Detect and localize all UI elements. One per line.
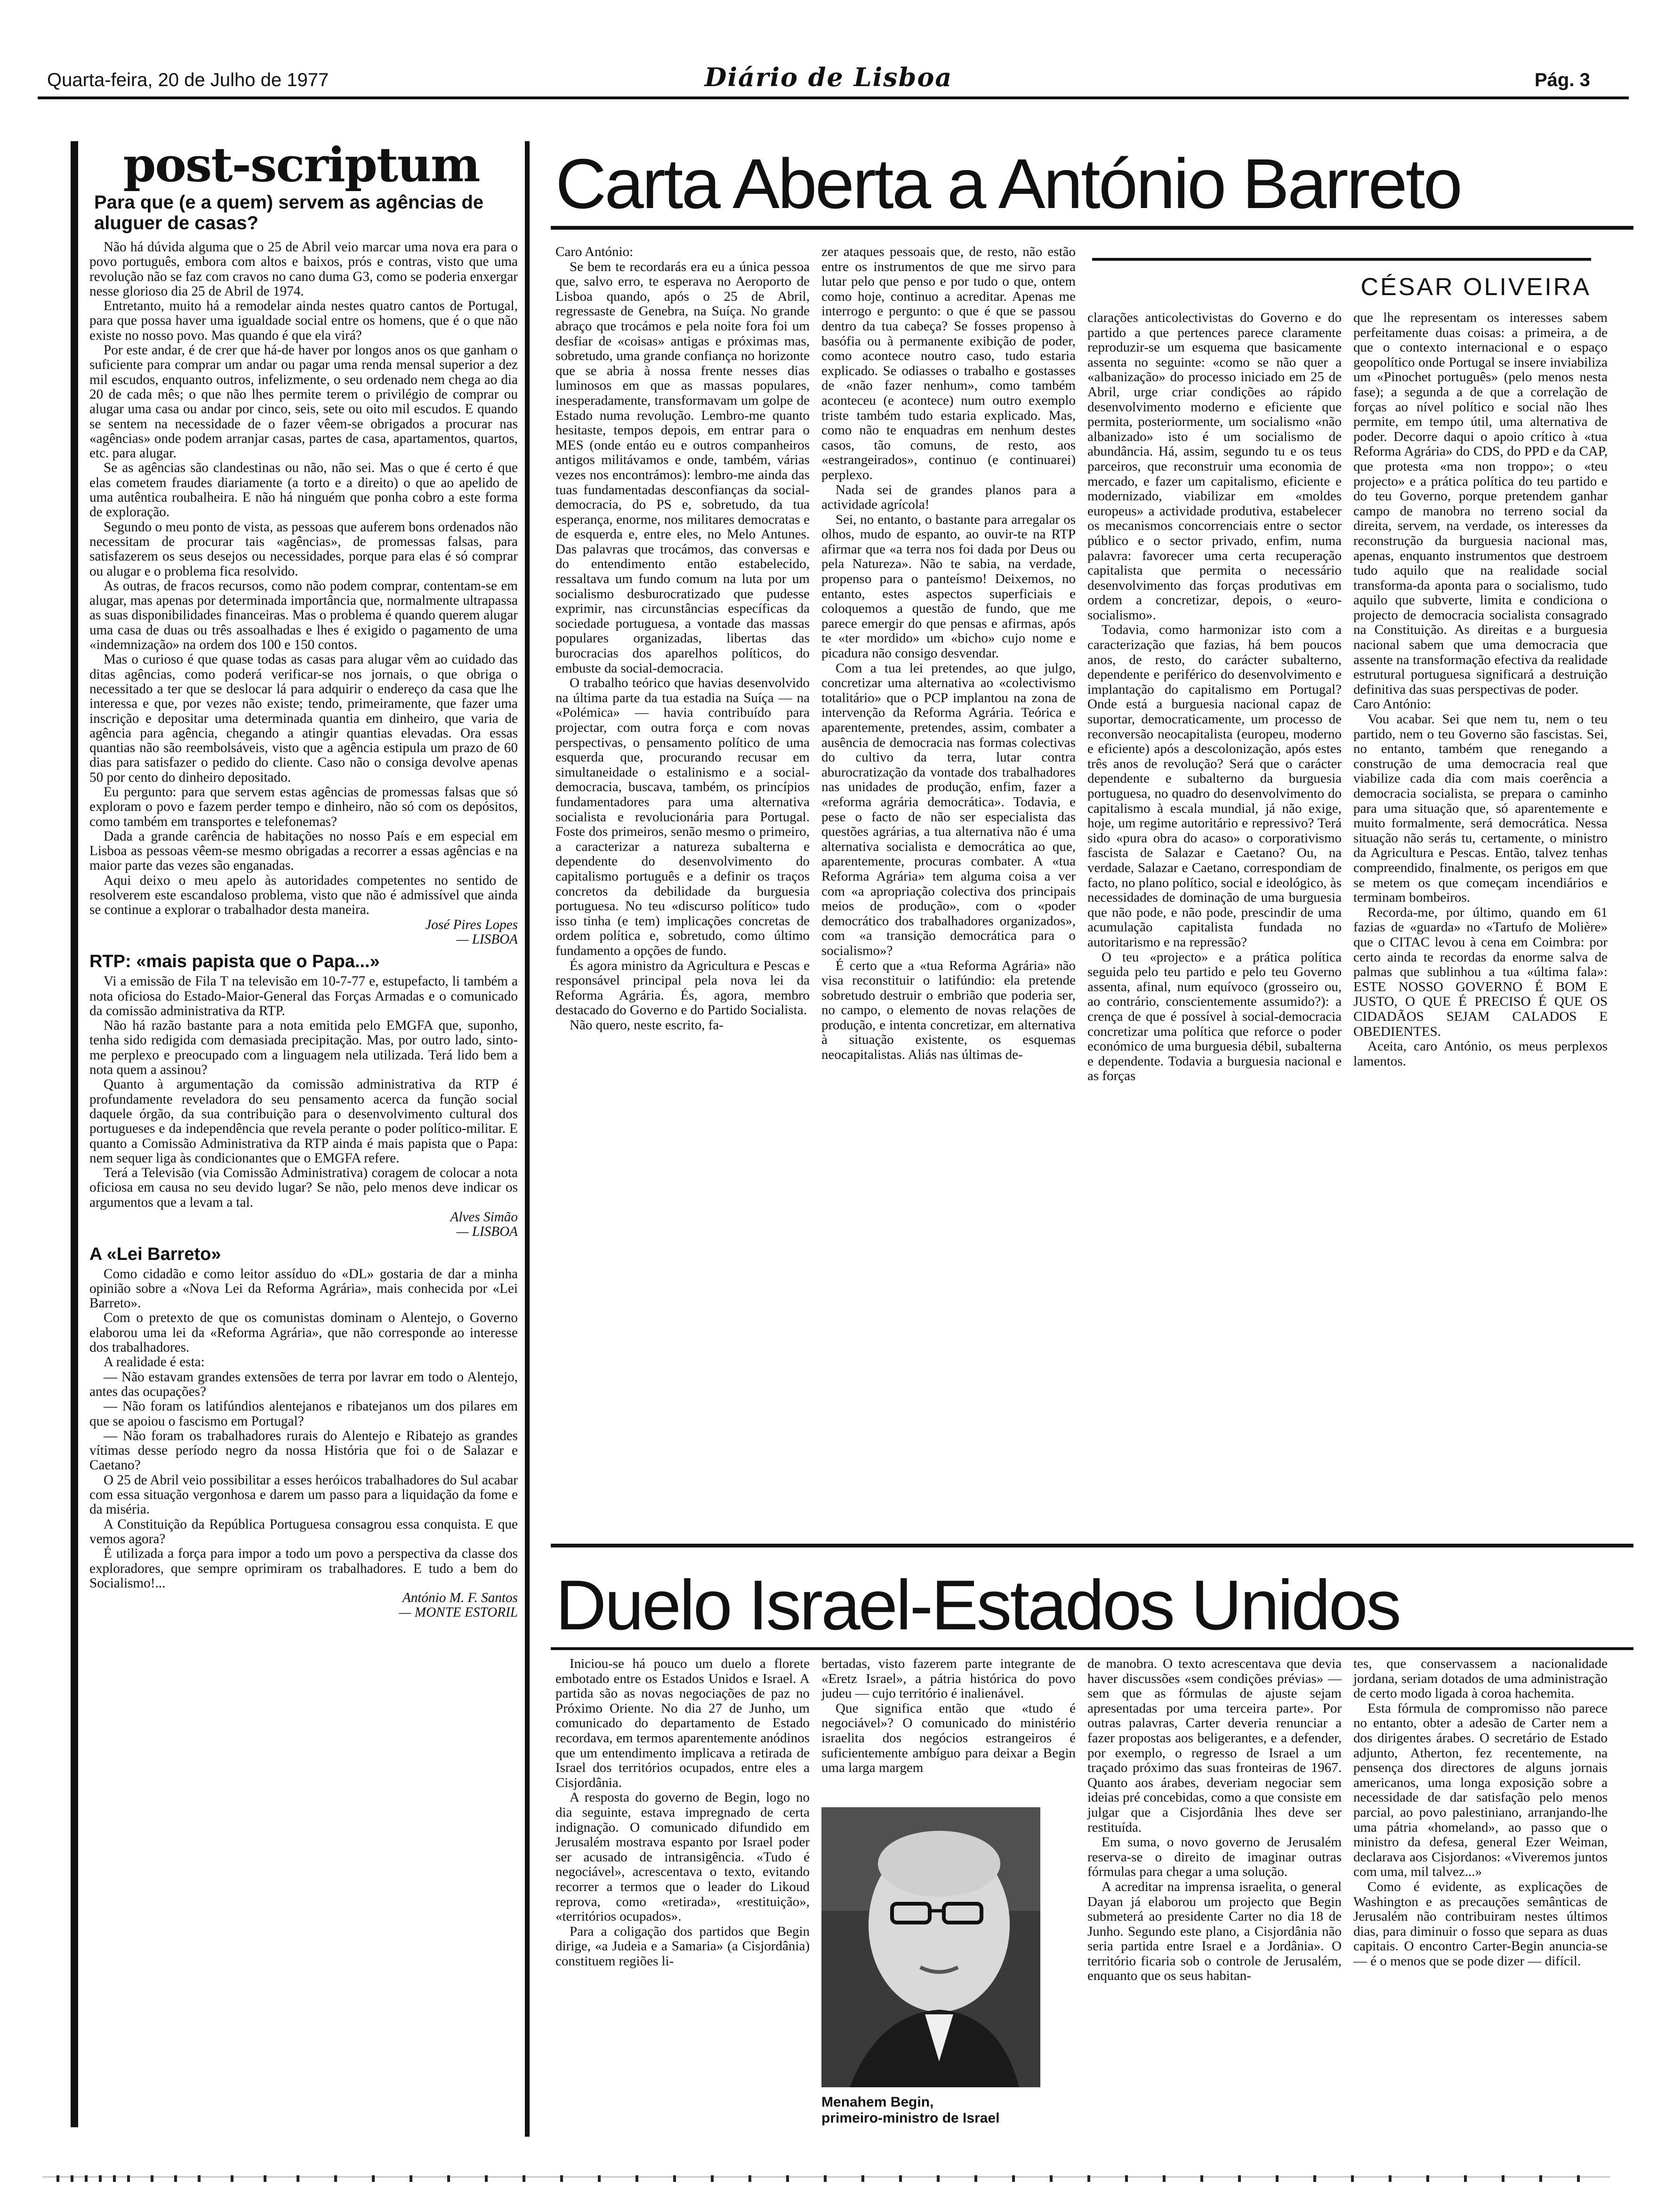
column-divider bbox=[525, 141, 530, 2137]
paragraph: — Não estavam grandes extensões de terra por lavrar em todo o Alentejo, antes das ocupações? bbox=[89, 1369, 518, 1399]
item2-place: — LISBOA bbox=[456, 1224, 518, 1240]
paragraph: Nada sei de grandes planos para a actividade agrícola! bbox=[821, 482, 1076, 513]
item3-heading: A «Lei Barreto» bbox=[89, 1244, 221, 1264]
paragraph: Não há dúvida alguma que o 25 de Abril veio marcar uma nova era para o povo português, embora com altos e baixos, prós e contras, visto que uma revolução não se faz com cravos no cano duma G3, como se poderia enxergar nesse glorioso dia 25 de Abril de 1974. bbox=[89, 240, 518, 299]
paragraph: Entretanto, muito há a remodelar ainda nestes quatro cantos de Portugal, para que possa haver uma igualdade social entre os homens, que é o que não existe no nosso povo. Mas quando é que ela virá? bbox=[89, 298, 518, 343]
paragraph: Quanto à argumentação da comissão administrativa da RTP é profundamente reveladora do seu pensamento acerca da função social daquele órgão, da sua contribuição para o desenvolvimento cultural dos portugueses e da independência que revela perante o poder político-militar. E quanto a Comissão Administrativa da RTP ainda é mais papista que o Papa: nem sequer liga às condicionantes que o EMGFA refere. bbox=[89, 1077, 518, 1166]
item3-author: António M. F. Santos bbox=[402, 1590, 518, 1606]
paragraph: É certo que a «tua Reforma Agrária» não visa reconstituir o latifúndio: ela pretende sobretudo destruir o embrião que poderia ser, no campo, o elemento de novas relações de produção, e intenta concretizar, em alternativa à situação existente, os esquemas neocapitalistas. Aliás nas últimas de- bbox=[821, 958, 1076, 1063]
paragraph: tes, que conservassem a nacionalidade jordana, seriam dotados de uma administração de certo modo ligada à coroa hachemita. bbox=[1353, 1656, 1608, 1701]
paragraph: Sei, no entanto, o bastante para arregalar os olhos, mudo de espanto, ao ouvir-te na RTP afirmar que «a terra nos foi dada por Deus ou pela Natureza». Não te sabia, na verdade, propenso para o panteísmo! Deixemos, no entanto, estes aspectos superficiais e coloquemos a questão de fundo, que me parece emergir do que pensas e afirmas, após te «ter mordido» um «bicho» cujo nome e picadura não consigo desvendar. bbox=[821, 512, 1076, 661]
paragraph: As outras, de fracos recursos, como não podem comprar, contentam-se em alugar, mas apenas por determinada importância que, normalmente ultrapassa as suas disponibilidades financeiras. Mas o problema é quando querem alugar uma casa de duas ou três assoalhadas e lhes é exigido o pagamento de uma «indemnização» na ordem dos 100 e 150 contos. bbox=[89, 578, 518, 653]
paragraph: Recorda-me, por último, quando em 61 fazias de «guarda» no «Tartufo de Molière» que o CITAC levou à cena em Coimbra: por certo ainda te recordas da enorme salva de palmas que sublinhou a tua «última fala»: ESTE NOSSO GOVERNO É BOM E JUSTO, O QUE É PRECISO É QUE OS CIDADÃOS SEJAM CALADOS E OBEDIENTES. bbox=[1353, 905, 1608, 1039]
paragraph: A resposta do governo de Begin, logo no dia seguinte, estava impregnado de certa indignação. O comunicado difundido em Jerusalém mostrava espanto por Israel poder ser acusado de intransigência. «Tudo é negociável», acrescentava o texto, evitando recorrer a termos que o leader do Likoud reprova, como «retirada», «restituição», «territórios ocupados». bbox=[555, 1790, 810, 1924]
carta-column-1 bbox=[555, 245, 810, 1539]
paragraph: de manobra. O texto acrescentava que devia haver discussões «sem condições prévias» — sem que as fórmulas de ajuste sejam apresentadas por uma terceira parte». Por outras palavras, Carter deveria renunciar a fazer propostas aos beligerantes, e a defender, por exemplo, o regresso de Israel a um traçado próximo das suas fronteiras de 1967. Quanto aos árabes, deveriam negociar sem ideias pré concebidas, como a que consiste em julgar que a Cisjordânia lhes deve ser restituída. bbox=[1087, 1656, 1342, 1835]
carta-column-3 bbox=[1087, 311, 1342, 1539]
byline-rule bbox=[1092, 258, 1591, 261]
postscriptum-column bbox=[89, 240, 518, 2141]
item1-place: — LISBOA bbox=[456, 931, 518, 947]
duelo-headline-rule bbox=[551, 1647, 1633, 1650]
paragraph: — Não foram os latifúndios alentejanos e ribatejanos um dos pilares em que se apoiou o fascismo em Portugal? bbox=[89, 1399, 518, 1429]
header-rule bbox=[38, 96, 1629, 99]
paragraph: Dada a grande carência de habitações no nosso País e em especial em Lisboa as pessoas vêem-se mesmo obrigadas a recorrer a essas agências e na maior parte das vezes são enganadas. bbox=[89, 828, 518, 874]
duelo-column-2 bbox=[821, 1657, 1076, 1807]
duelo-column-3 bbox=[1087, 1657, 1342, 2165]
item3-body bbox=[89, 1267, 518, 1620]
paragraph: Todavia, como harmonizar isto com a caracterização que fazias, há bem poucos anos, de resto, do carácter subalterno, dependente e periférico do desenvolvimento e implantação do capitalismo em Portugal? Onde está a burguesia nacional capaz de suportar, democraticamente, um processo de reconversão neocapitalista (europeu, moderno e eficiente) após a descolonização, após estes três anos de revolução? Será que o carácter dependente e subalterno da burguesia portuguesa, no quadro do desenvolvimento do capitalismo à escala mundial, já não exige, hoje, um regime autoritário e repressivo? Terá sido «pura obra do acaso» o corporativismo fascista de Salazar e Caetano? Ou, na verdade, Salazar e Caetano, correspondiam de facto, no plano político, social e ideológico, às necessidades de dominação de uma burguesia que não pode, e não pode, prescindir de uma acumulação capitalista fundada no autoritarismo e na repressão? bbox=[1087, 622, 1342, 950]
postscriptum-title: post-scriptum bbox=[123, 137, 480, 192]
paragraph: Como cidadão e como leitor assíduo do «DL» gostaria de dar a minha opinião sobre a «Nova Lei da Reforma Agrária», mais conhecida por «Lei Barreto». bbox=[89, 1266, 518, 1311]
paragraph: Aceita, caro António, os meus perplexos lamentos. bbox=[1353, 1039, 1608, 1069]
paragraph: Não há razão bastante para a nota emitida pelo EMGFA que, suponho, tenha sido redigida com demasiada precipitação. Mas, por outro lado, sinto-me perplexo e preocupado com a linguagem nela utilizada. Terá lido bem a nota quem a assinou? bbox=[89, 1018, 518, 1078]
paragraph: O trabalho teórico que havias desenvolvido na última parte da tua estadia na Suíça — na «Polémica» — havia contribuído para projectar, com outra força e com novas perspectivas, o pensamento político de uma esquerda que, procurando recusar em simultaneidade o estalinismo e a social-democracia, buscava, também, os princípios fundamentadores para uma alternativa socialista e revolucionária para Portugal. Foste dos primeiros, senão mesmo o primeiro, a caracterizar a natureza subalterna e dependente do desenvolvimento do capitalismo português e a definir os traços concretos da debilidade da burguesia portuguesa. No teu «discurso político» tudo isso tinha (e tem) implicações concretas de ordem política e, sobretudo, como último fundamento a opções de fundo. bbox=[555, 675, 810, 958]
paragraph: Como é evidente, as explicações de Washington e as precauções semânticas de Jerusalém não contribuiram nestes últimos dias, para diminuir o fosso que separa as duas capitais. O encontro Carter-Begin anuncia-se — é o menos que se pode dizer — difícil. bbox=[1353, 1879, 1608, 1969]
begin-photo bbox=[821, 1807, 1040, 2087]
paragraph: A Constituição da República Portuguesa consagrou essa conquista. E que vemos agora? bbox=[89, 1516, 518, 1547]
paragraph: Se as agências são clandestinas ou não, não sei. Mas o que é certo é que elas cometem fraudes diariamente (a torto e a direito) o que ao apelido de uma autêntica roubalheira. E não há ninguém que ponha cobro a este forma de exploração. bbox=[89, 460, 518, 520]
paragraph: Terá a Televisão (via Comissão Administrativa) coragem de colocar a nota oficiosa em causa no seu devido lugar? Se não, pelo menos deve indicar os argumentos que a levam a tal. bbox=[89, 1165, 518, 1210]
section-rule bbox=[551, 1544, 1633, 1547]
paragraph: zer ataques pessoais que, de resto, não estão entre os instrumentos de que me sirvo para lutar pelo que penso e por tudo o que, ontem como hoje, continuo a acreditar. Apenas me interrogo e pergunto: o que é que se passou dentro da tua cabeça? Se fosses propenso à basófia ou à permanente exibição de poder, como acontece noutro caso, tudo estaria explicado. Se odiasses o trabalho e gostasses de «não fazer nenhum», como também aconteceu (e acontece) num outro exemplo triste também tudo estaria explicado. Mas, como não te enquadras em nenhum destes casos, tão comuns, de resto, aos «estrangeirados», continuo (e continuarei) perplexo. bbox=[821, 244, 1076, 482]
carta-headline-rule bbox=[551, 226, 1633, 230]
paragraph: Vi a emissão de Fila T na televisão em 10-7-77 e, estupefacto, li também a nota oficiosa do Estado-Maior-General das Forças Armadas e o comunicado da comissão administrativa da RTP. bbox=[89, 974, 518, 1018]
paragraph: bertadas, visto fazerem parte integrante de «Eretz Israel», a pátria histórica do povo judeu — cujo território é inalienável. bbox=[821, 1656, 1076, 1701]
paragraph: O teu «projecto» e a prática política seguida pelo teu partido e pelo teu Governo assenta, afinal, num equívoco (grosseiro ou, ao contrário, conscientemente assumido?): a crença de que é possível à social-democracia concretizar uma política que reforce o poder económico de uma burguesia débil, subalterna e dependente. Todavia a burguesia nacional e as forças bbox=[1087, 949, 1342, 1084]
salutation: Caro António: bbox=[555, 244, 634, 259]
paragraph: O 25 de Abril veio possibilitar a esses heróicos trabalhadores do Sul acabar com essa situação vergonhosa e darem um passo para a liquidação da fome e da miséria. bbox=[89, 1472, 518, 1517]
paragraph: que lhe representam os interesses sabem perfeitamente duas coisas: a primeira, a de que o contexto internacional e o espaço geopolítico onde Portugal se insere inviabiliza um «Pinochet português» (pelo menos nesta fase); a segunda a de que a correlação de forças ao nível político e social não lhes permite, em tempo útil, uma alternativa de poder. Decorre daqui o apoio crítico à «tua Reforma Agrária» do CDS, do PPD e da CAP, que protesta «ma non troppo»; o «teu projecto» e a prática política do teu partido e do teu Governo, porque pretendem ganhar campo de manobra no terreno social da direita, servem, na verdade, os interesses da reconstrução da burguesia nacional mas, apenas, enquanto instrumentos que destroem tudo aquilo que na realidade social transforma-da aponta para o socialismo, tudo aquilo que subverte, limita e condiciona o projecto de democracia socialista consagrado na Constituição. As direitas e a burguesia nacional sabem que uma democracia que assente na transformação efectiva da realidade estrutural portuguesa significará a destruição definitiva das suas perspectivas de poder. bbox=[1353, 310, 1608, 697]
paragraph: Que significa então que «tudo é negociável»? O comunicado do ministério israelita dos negócios estrangeiros é suficientemente ambíguo para deixar a Begin uma larga margem bbox=[821, 1700, 1076, 1776]
paragraph: Com a tua lei pretendes, ao que julgo, concretizar uma alternativa ao «colectivismo totalitário» que o PCP implantou na zona de intervenção da Reforma Agrária. Teórica e aparentemente, pretendes, assim, combater a ausência de democracia nas formas colectivas do cultivo da terra, lutar contra aburocratização da vontade dos trabalhadores nas unidades de produção, enfim, fazer a «reforma agrária democrática». Todavia, e pese o facto de não ser especialista das questões agrárias, a tua alternativa não é uma alternativa socialista e democrática ao que, aparentemente, procuras combater. A «tua Reforma Agrária» tem alguma coisa a ver com «a apropriação colectiva dos principais meios de produção», com o «poder democrático dos trabalhadores organizados», com «a transição democrática para o socialismo»? bbox=[821, 660, 1076, 958]
paragraph: clarações anticolectivistas do Governo e do partido a que pertences parece claramente reproduzir-se um esquema que basicamente assenta no seguinte: «como se não quer a «albanização» do processo iniciado em 25 de Abril, urge criar condições ao rápido desenvolvimento moderno e eficiente que permita, posteriormente, um socialismo «não albanizado» isto é um socialismo de abundância. Há, assim, segundo tu e os teus parceiros, que reconstruir uma economia de mercado, e fazer um capitalismo, eficiente e modernizado, viabilizar em «moldes europeus» a actividade produtiva, estabelecer os mecanismos concorrenciais entre o sector público e o sector privado, enfim, numa palavra: favorecer uma certa recuperação capitalista que permita o necessário desenvolvimento das forças produtivas em ordem a concretizar, depois, o «euro-socialismo». bbox=[1087, 310, 1342, 623]
portrait-image bbox=[821, 1807, 1040, 2087]
paragraph: Eu pergunto: para que servem estas agências de promessas falsas que só exploram o povo e fazem perder tempo e dinheiro, não só com os depósitos, como também em transportes e telefonemas? bbox=[89, 784, 518, 829]
carta-column-4 bbox=[1353, 311, 1608, 1539]
photo-caption bbox=[821, 2094, 1047, 2126]
item2-heading: RTP: «mais papista que o Papa...» bbox=[89, 952, 380, 972]
caption-role: primeiro-ministro de Israel bbox=[821, 2110, 1000, 2126]
paragraph: Vou acabar. Sei que nem tu, nem o teu partido, nem o teu Governo são fascistas. Sei, no entanto, também que renegando a construção de uma democracia real que viabilize cada dia com mais coerência a democracia socialista, se prepara o caminho para uma situação que, só aparentemente e muito formalmente, será democrática. Nessa situação não serás tu, certamente, o ministro da Agricultura e Pescas. Então, talvez tenhas compreendido, finalmente, os perigos em que se metem os que começam incendiários e terminam bombeiros. bbox=[1353, 712, 1608, 906]
paragraph: É utilizada a força para impor a todo um povo a perspectiva da classe dos exploradores, que sempre oprimiram os trabalhadores. E tudo a bem do Socialismo!... bbox=[89, 1546, 518, 1591]
page-number: Pág. 3 bbox=[1535, 70, 1590, 90]
postscriptum-side-bar bbox=[71, 141, 78, 2127]
carta-headline: Carta Aberta a António Barreto bbox=[555, 144, 1461, 223]
duelo-column-4 bbox=[1353, 1657, 1608, 2165]
paragraph: Com o pretexto de que os comunistas dominam o Alentejo, o Governo elaborou uma lei da «Reforma Agrária», que não corresponde ao interesse dos trabalhadores. bbox=[89, 1310, 518, 1355]
paragraph: Aqui deixo o meu apelo às autoridades competentes no sentido de resolverem este escandaloso problema, visto que não é admissível que ainda se continue a explorar o trabalhador desta maneira. bbox=[89, 873, 518, 918]
paragraph: — Não foram os trabalhadores rurais do Alentejo e Ribatejo as grandes vítimas desse período negro da nossa História que foi o de Salazar e Caetano? bbox=[89, 1428, 518, 1473]
caption-name: Menahem Begin, bbox=[821, 2094, 934, 2110]
paragraph: Não quero, neste escrito, fa- bbox=[570, 1017, 724, 1033]
paragraph: A acreditar na imprensa israelita, o general Dayan já elaborou um projecto que Begin submeterá ao presidente Carter no dia 18 de Junho. Segundo este plano, a Cisjordânia não seria partida entre Israel e a Jordânia». O território ficaria sob o controle de Jerusalém, enquanto que os seus habitan- bbox=[1087, 1879, 1342, 1984]
paragraph: Iniciou-se há pouco um duelo a florete embotado entre os Estados Unidos e Israel. A partida são as novas negociações de paz no Próximo Oriente. No dia 27 de Junho, um comunicado do departamento de Estado recordava, em termos aparentemente anódinos que um entendimento implicava a retirada de Israel dos territórios ocupados, entre eles a Cisjordânia. bbox=[555, 1656, 810, 1790]
item1-body bbox=[89, 240, 518, 947]
paragraph: Segundo o meu ponto de vista, as pessoas que auferem bons ordenados não necessitam de procurar tais «agências», de promessas falsas, para satisfazerem os seus desejos ou necessidades, porque para elas é só comprar ou alugar e o problema fica resolvido. bbox=[89, 519, 518, 579]
paragraph: Se bem te recordarás era eu a única pessoa que, salvo erro, te esperava no Aeroporto de Lisboa quando, após o 25 de Abril, regressaste de Genebra, na Suíça. No grande abraço que trocámos e pela noite fora foi um desfiar de «coisas» antigas e próximas mas, sobretudo, uma grande confiança no horizonte que se abria à nossa frente nesses dias luminosos em que as massas populares, inesperadamente, transformavam um golpe de Estado numa revolução. Lembro-me quanto hesitaste, tempos depois, em entrar para o MES (onde entáo eu e outros companheiros antigos militávamos e onde, também, várias vezes nos encontrámos): lembro-me ainda das tuas fundamentadas desconfianças da social-democracia, do PS e, sobretudo, da tua esperança, enorme, nos militares democratas e de esquerda e, entre eles, no Melo Antunes. Das palavras que trocámos, das conversas e do entendimento então estabelecido, ressaltava um fundo comum na luta por um socialismo desburocratizado que pudesse exprimir, nas circunstâncias específicas da sociedade portuguesa, a vontade das massas populares organizadas, libertas das burocracias dos aparelhos políticos, do embuste da social-democracia. bbox=[555, 259, 810, 676]
paragraph: Em suma, o novo governo de Jerusalém reserva-se o direito de imaginar outras fórmulas para chegar a uma solução. bbox=[1087, 1835, 1342, 1880]
item2-body bbox=[89, 974, 518, 1239]
duelo-headline: Duelo Israel-Estados Unidos bbox=[555, 1565, 1400, 1644]
paragraph: Por este andar, é de crer que há-de haver por longos anos os que ganham o suficiente para comprar um andar ou pagar uma renda mensal superior a dez mil escudos, enquanto outros, infelizmente, o seu ordenado nem chega ao dia 20 de cada mês; o que não lhes permite terem o privilégio de comprar ou alugar uma casa ou andar por cinco, seis, sete ou oito mil escudos. E quando se sentem na necessidade de o fazer vêem-se obrigados a procurar nas «agências» onde podem arranjar casas, partes de casa, apartamentos, quartos, etc. para alugar. bbox=[89, 343, 518, 461]
salutation: Caro António: bbox=[1353, 697, 1432, 712]
paragraph: Esta fórmula de compromisso não parece no entanto, obter a adesão de Carter nem a dos dirigentes árabes. O secretário de Estado adjunto, Atherton, fez recentemente, na pensença dos directores de alguns jornais americanos, uma longa exposição sobre a necessidade de dar satisfação pelo menos parcial, ao povo palestiniano, arranjando-lhe uma pátria «homeland», ao passo que o ministro da defesa, general Ezer Weiman, declarava aos Cisjordanos: «Viveremos juntos com uma, mil talvez...» bbox=[1353, 1700, 1608, 1880]
scan-edge-marks bbox=[42, 2174, 1610, 2184]
paragraph: A realidade é esta: bbox=[104, 1354, 205, 1370]
paragraph: Para a coligação dos partidos que Begin dirige, «a Judeia e a Samaria» (a Cisjordânia) constituem regiões li- bbox=[555, 1923, 810, 1969]
item3-place: — MONTE ESTORIL bbox=[399, 1605, 518, 1620]
masthead: Diário de Lisboa bbox=[704, 62, 953, 92]
carta-byline: CÉSAR OLIVEIRA bbox=[1360, 273, 1591, 301]
item2-author: Alves Simão bbox=[450, 1210, 518, 1225]
carta-column-2 bbox=[821, 245, 1076, 1539]
paragraph: És agora ministro da Agricultura e Pescas e responsável principal pela nova lei da Reforma Agrária. És, agora, membro destacado do Governo e do Partido Socialista. bbox=[555, 958, 810, 1018]
duelo-column-1 bbox=[555, 1657, 810, 2165]
item1-author: José Pires Lopes bbox=[425, 917, 518, 932]
issue-date: Quarta-feira, 20 de Julho de 1977 bbox=[47, 70, 329, 90]
postscriptum-item1-heading: Para que (e a quem) servem as agências de aluguer de casas? bbox=[94, 192, 484, 233]
paragraph: Mas o curioso é que quase todas as casas para alugar vêm ao cuidado das ditas agências, como poderá verificar-se nos jornais, o que obriga o necessitado a ter que se deslocar lá para adquirir o endereço da casa que lhe interessa e que, por vezes não existe; tendo, primeiramente, que fazer uma inscrição e depositar uma determinada quantia em dinheiro, que varia de agência para agência, chegando a atingir quantias elevadas. Ora essas quantias não são reembolsáveis, visto que a agência estipula um prazo de 60 dias para satisfazer o pedido do cliente. Caso não o consiga devolve apenas 50 por cento do dinheiro depositado. bbox=[89, 652, 518, 785]
